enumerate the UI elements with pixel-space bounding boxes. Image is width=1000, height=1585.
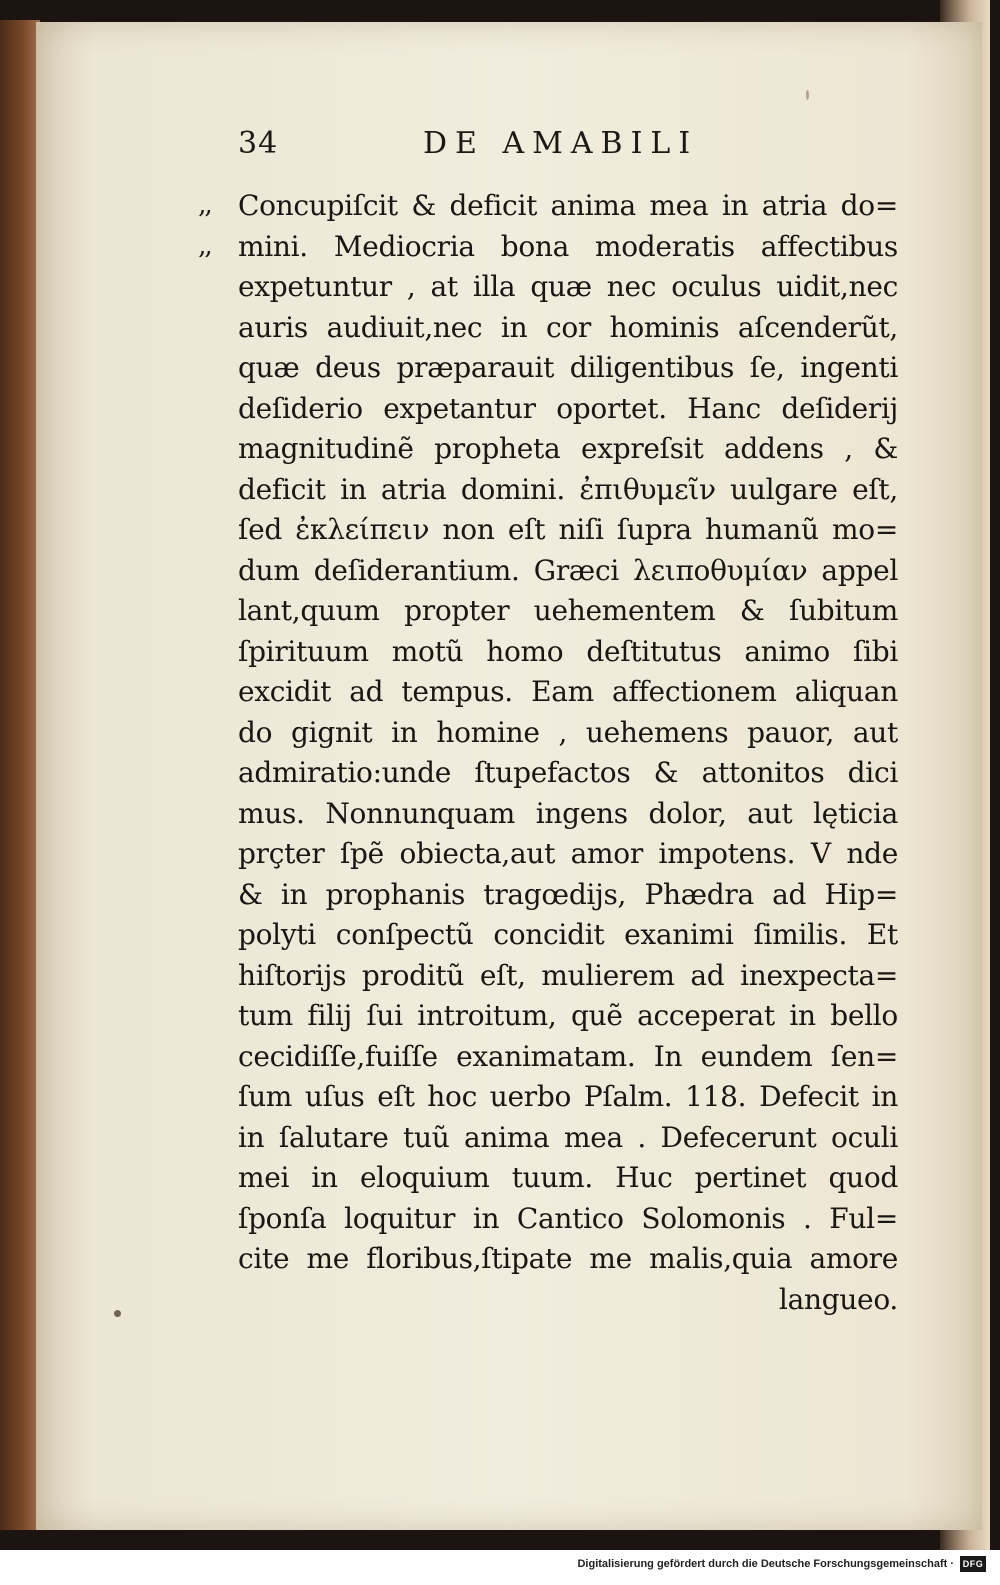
ink-spot xyxy=(806,90,809,100)
text-line: tum filij ſui introitum, quẽ acceperat in bello xyxy=(238,999,898,1032)
text-line: ſponſa loquitur in Cantico Solomonis . Ful= xyxy=(238,1201,898,1235)
text-line: deſiderio expetantur oportet. Hanc deſiderij xyxy=(238,391,898,425)
text-line: ſum uſus eſt hoc uerbo Pſalm. 118. Defecit in xyxy=(238,1080,898,1113)
text-line: auris audiuit,nec in cor hominis aſcenderũt, xyxy=(238,310,898,344)
body-text xyxy=(238,186,898,1320)
text-line: ſpirituum motũ homo deſtitutus animo ſibi xyxy=(238,634,898,668)
text-line: magnitudinẽ propheta expreſsit addens , & xyxy=(238,432,898,465)
ink-spot xyxy=(114,1310,121,1317)
text-line: hiſtorijs proditũ eſt, mulierem ad inexpecta= xyxy=(238,958,898,992)
text-line: in ſalutare tuũ anima mea . Defecerunt oculi xyxy=(238,1120,898,1154)
text-line: mini. Mediocria bona moderatis affectibus xyxy=(238,229,898,263)
text-line: ſed ἐκλείπειν non eſt niſi ſupra humanũ mo= xyxy=(238,513,898,546)
page-number: 34 xyxy=(238,126,279,161)
text-line: mus. Nonnunquam ingens dolor, aut lęticia xyxy=(238,796,898,830)
text-line: admiratio:unde ſtupefactos & attonitos dici xyxy=(238,756,898,789)
text-line: langueo. xyxy=(778,1282,898,1316)
text-line: excidit ad tempus. Eam affectionem aliquan xyxy=(238,675,898,708)
running-title: DE AMABILI xyxy=(423,126,699,161)
text-line: deficit in atria domini. ἐπιθυμεῖν uulgare eſt, xyxy=(238,472,898,506)
text-line: mei in eloquium tuum. Huc pertinet quod xyxy=(238,1161,898,1194)
text-line: expetuntur , at illa quæ nec oculus uidit,nec xyxy=(238,270,898,303)
text-line: Concupiſcit & deficit anima mea in atria do= xyxy=(238,189,898,222)
footer-bar xyxy=(0,1550,1000,1585)
text-line: quæ deus præparauit diligentibus ſe, ingenti xyxy=(238,351,898,384)
funding-credit: Digitalisierung gefördert durch die Deutsche Forschungsgemeinschaft · xyxy=(577,1558,954,1570)
book-binding xyxy=(0,20,40,1530)
dfg-logo: DFG xyxy=(960,1556,986,1572)
text-line: dum deſiderantium. Græci λειποθυμίαν appel xyxy=(238,553,898,587)
text-line: prçter ſpẽ obiecta,aut amor impotens. V nde xyxy=(238,837,898,870)
text-line: cite me floribus,ſtipate me malis,quia amore xyxy=(238,1242,898,1275)
margin-quote-mark: ‚‚ xyxy=(198,190,211,220)
text-line: & in prophanis tragœdijs, Phædra ad Hip= xyxy=(238,877,898,911)
text-line: do gignit in homine , uehemens pauor, aut xyxy=(238,715,898,749)
margin-quote-mark: ‚‚ xyxy=(198,231,211,261)
text-line: polyti conſpectũ concidit exanimi ſimilis. Et xyxy=(238,918,898,951)
running-header xyxy=(238,126,708,166)
text-line: lant,quum propter uehementem & ſubitum xyxy=(238,594,898,627)
text-line: cecidiſſe,fuiſſe exanimatam. In eundem ſen= xyxy=(238,1039,898,1073)
